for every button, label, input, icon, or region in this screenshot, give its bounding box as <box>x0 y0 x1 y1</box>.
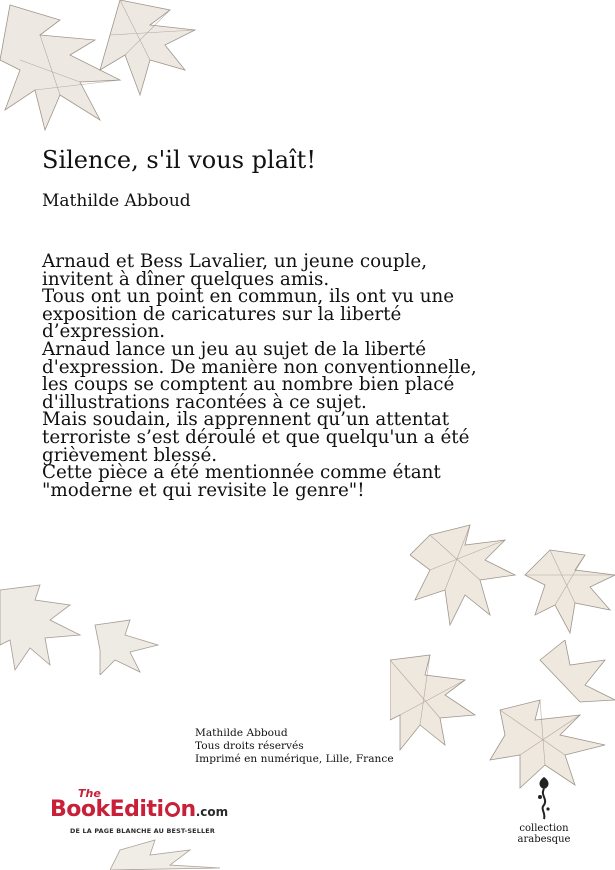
book-blurb <box>42 253 482 499</box>
collection-line1: collection <box>519 823 569 834</box>
imprint <box>195 727 394 766</box>
collection-line2: arabesque <box>517 834 571 845</box>
maple-leaf-icon <box>410 515 615 635</box>
book-author: Mathilde Abboud <box>42 191 191 211</box>
logo-o-icon <box>165 802 180 817</box>
blurb-paragraph: Arnaud lance un jeu au sujet de la liberté d'expression. De manière non conventionnelle, les coups se comptent au nombre bien placé d'illustrations racontées à ce sujet. <box>42 338 477 413</box>
imprint-printed: Imprimé en numérique, Lille, France <box>195 753 394 765</box>
book-title: Silence, s'il vous plaît! <box>42 146 316 174</box>
blurb-paragraph: Arnaud et Bess Lavalier, un jeune couple, invitent à dîner quelques amis. <box>42 251 428 290</box>
logo-tagline: DE LA PAGE BLANCHE AU BEST-SELLER <box>70 827 215 835</box>
logo-name: BookEditi n.com <box>50 797 229 822</box>
blurb-paragraph: Tous ont un point en commun, ils ont vu une exposition de caricatures sur la liberté d’expression. <box>42 286 455 343</box>
blurb-paragraph: Mais soudain, ils apprennent qu’un attentat terroriste s’est déroulé et que quelqu'un a été grièvement blessé. <box>42 409 470 466</box>
imprint-author: Mathilde Abboud <box>195 727 288 739</box>
maple-leaf-icon <box>0 0 200 135</box>
arabesque-icon <box>532 775 556 823</box>
maple-leaf-icon <box>390 640 615 790</box>
collection-mark <box>512 775 576 845</box>
imprint-rights: Tous droits réservés <box>195 740 304 752</box>
maple-leaf-icon <box>0 580 160 675</box>
blurb-paragraph: Cette pièce a été mentionnée comme étant "moderne et qui revisite le genre"! <box>42 462 441 501</box>
bookedition-logo <box>50 787 250 835</box>
logo-the: The <box>78 787 101 800</box>
